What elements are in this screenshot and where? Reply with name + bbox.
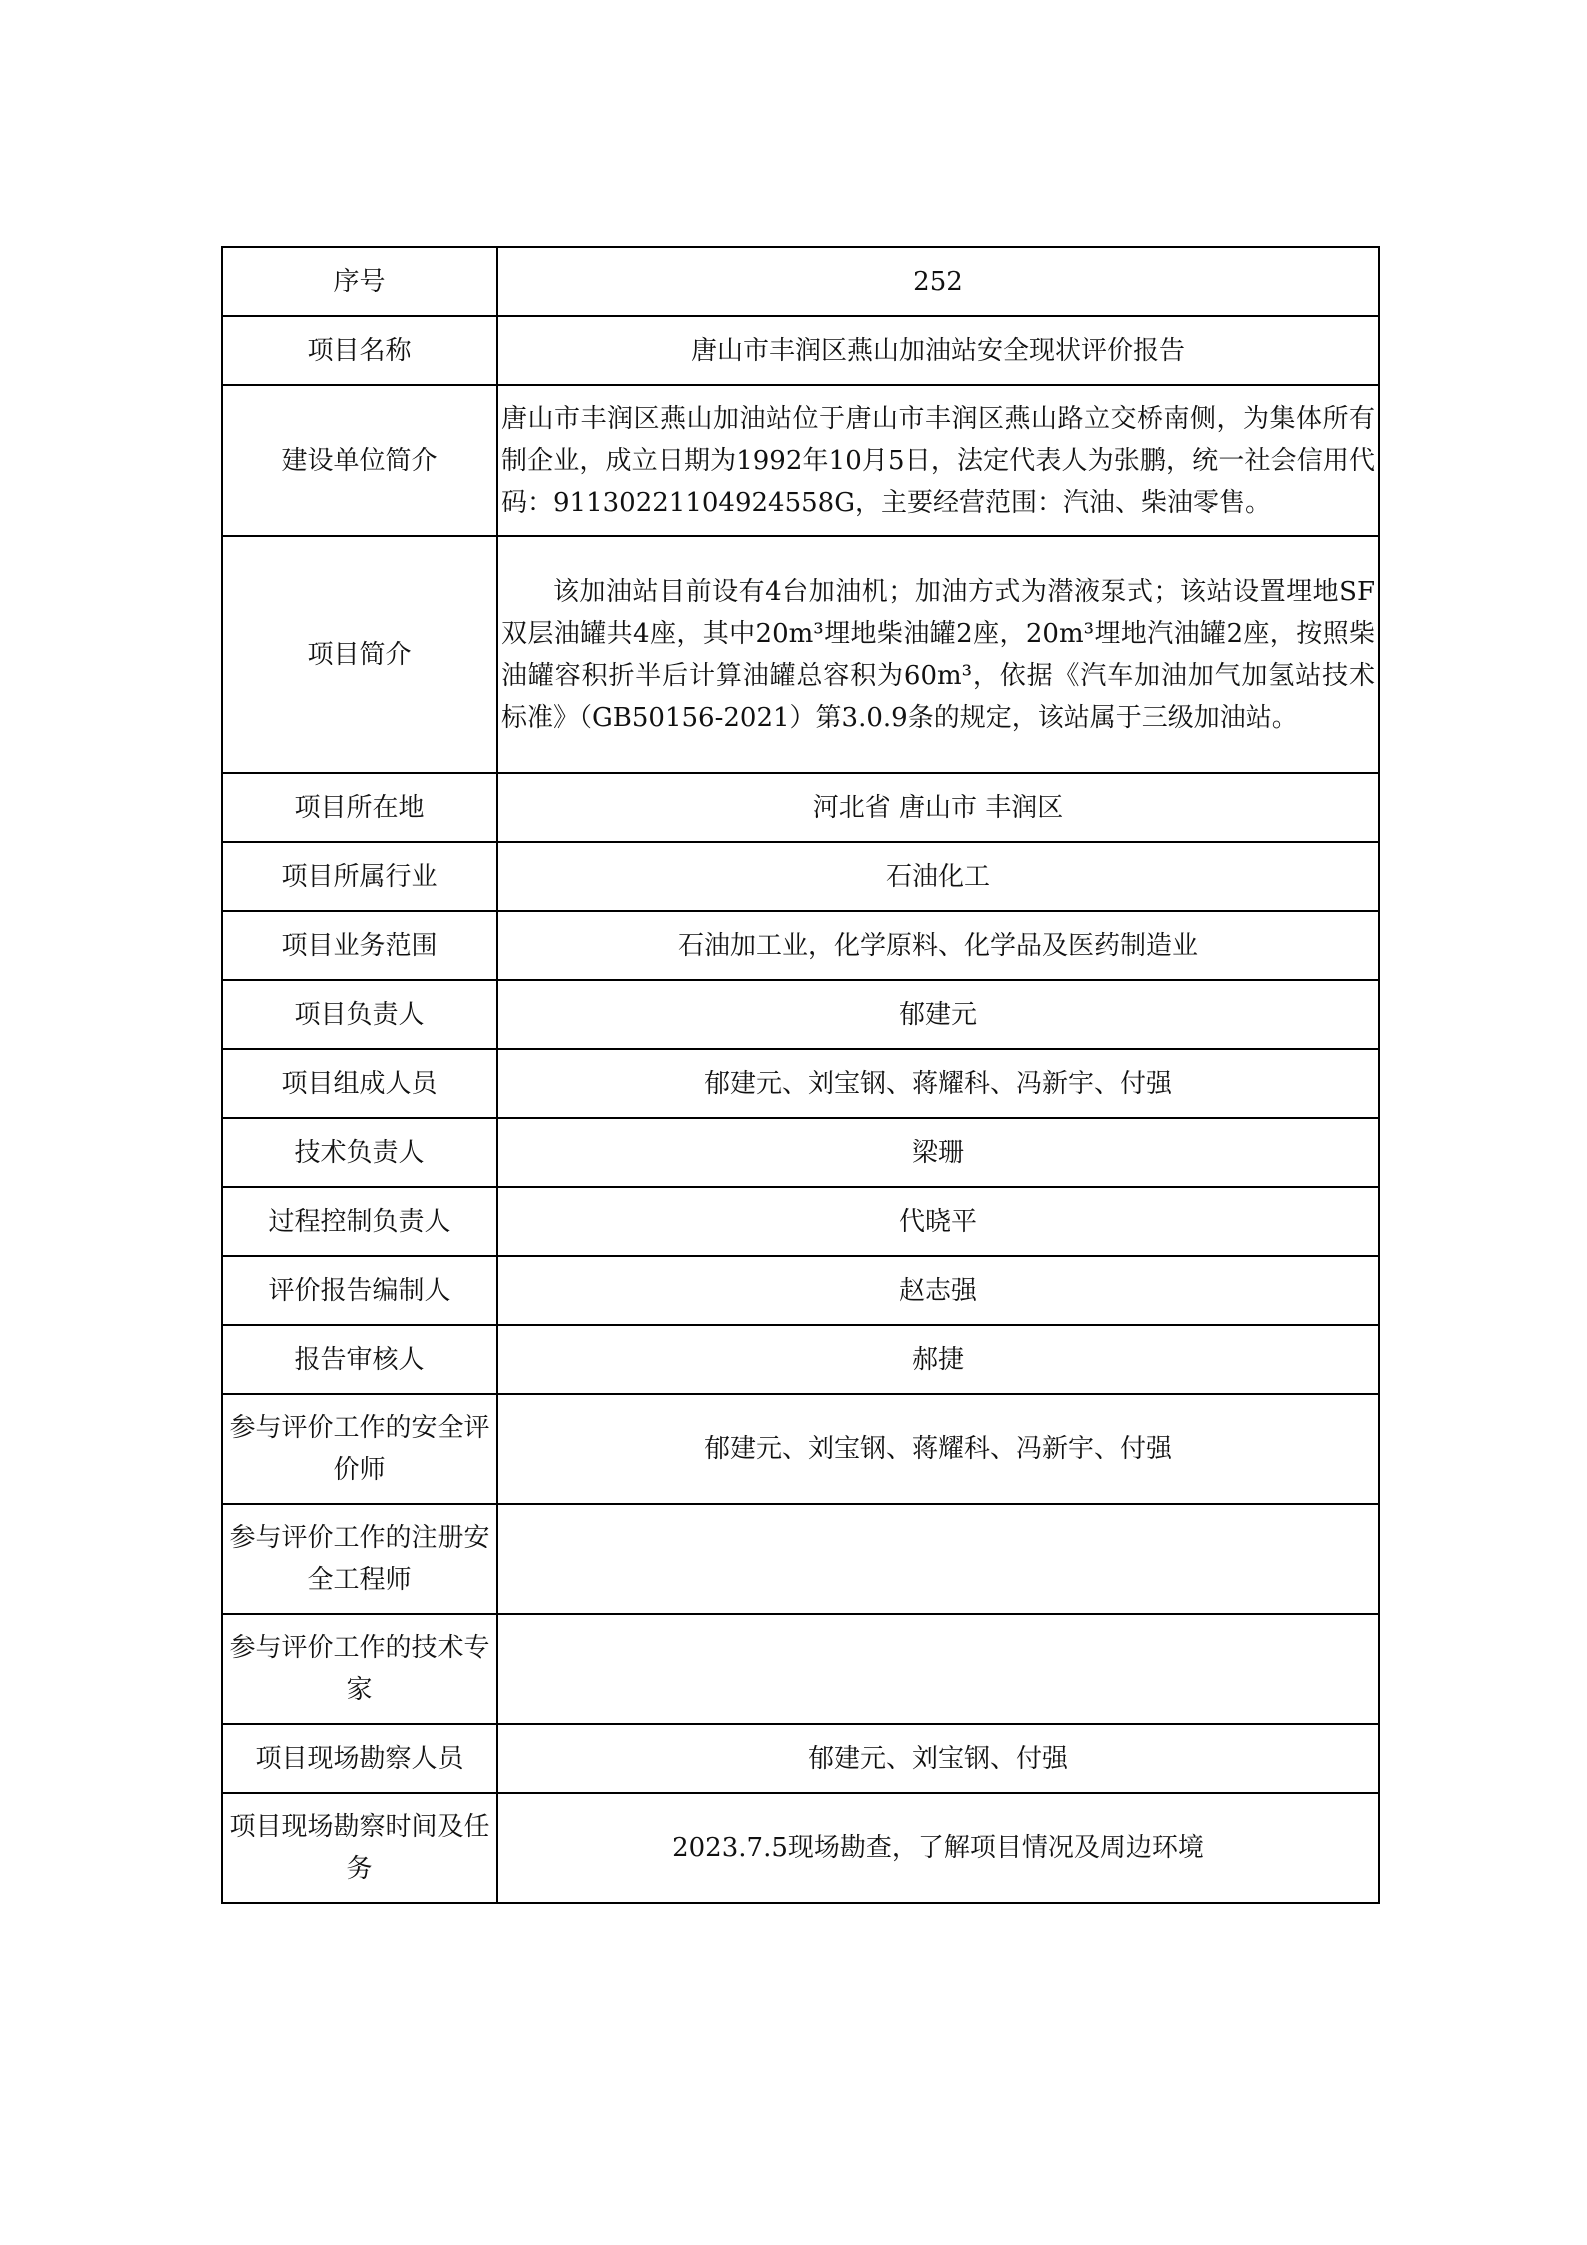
table-row: [222, 1724, 1379, 1793]
row-value-unit-intro: 唐山市丰润区燕山加油站位于唐山市丰润区燕山路立交桥南侧，为集体所有制企业，成立日期为1992年10月5日，法定代表人为张鹏，统一社会信用代码：91130221104924558G，主要经营范围：汽油、柴油零售。: [497, 385, 1379, 536]
row-value-site-survey-time-task: 2023.7.5现场勘查，了解项目情况及周边环境: [497, 1793, 1379, 1903]
row-label-project-name: 项目名称: [222, 316, 497, 385]
table-row: [222, 1394, 1379, 1504]
table-row: [222, 1325, 1379, 1394]
row-label-technical-lead: 技术负责人: [222, 1118, 497, 1187]
row-value-registered-engineers: [497, 1504, 1379, 1614]
row-value-site-survey-staff: 郁建元、刘宝钢、付强: [497, 1724, 1379, 1793]
row-label-registered-engineers: 参与评价工作的注册安全工程师: [222, 1504, 497, 1614]
row-value-process-control-lead: 代晓平: [497, 1187, 1379, 1256]
row-label-industry: 项目所属行业: [222, 842, 497, 911]
row-value-team-members: 郁建元、刘宝钢、蒋耀科、冯新宇、付强: [497, 1049, 1379, 1118]
row-value-technical-experts: [497, 1614, 1379, 1724]
row-value-project-lead: 郁建元: [497, 980, 1379, 1049]
row-value-report-reviewer: 郝捷: [497, 1325, 1379, 1394]
table-row: [222, 980, 1379, 1049]
row-value-project-intro: 该加油站目前设有4台加油机；加油方式为潜液泵式；该站设置埋地SF双层油罐共4座，其中20m³埋地柴油罐2座，20m³埋地汽油罐2座，按照柴油罐容积折半后计算油罐总容积为60m³，依据《汽车加油加气加氢站技术标准》（GB50156-2021）第3.0.9条的规定，该站属于三级加油站。: [501, 576, 1375, 733]
table-row: [222, 536, 1379, 773]
row-label-serial-number: 序号: [222, 247, 497, 316]
row-label-technical-experts: 参与评价工作的技术专家: [222, 1614, 497, 1724]
row-label-project-lead: 项目负责人: [222, 980, 497, 1049]
table-row: [222, 1187, 1379, 1256]
row-value-project-name: 唐山市丰润区燕山加油站安全现状评价报告: [497, 316, 1379, 385]
row-label-location: 项目所在地: [222, 773, 497, 842]
row-value-industry: 石油化工: [497, 842, 1379, 911]
row-value-serial-number: 252: [497, 247, 1379, 316]
project-info-table: [221, 246, 1380, 1904]
table-row: [222, 1504, 1379, 1614]
row-label-site-survey-staff: 项目现场勘察人员: [222, 1724, 497, 1793]
row-label-site-survey-time-task: 项目现场勘察时间及任务: [222, 1793, 497, 1903]
table-row: [222, 1614, 1379, 1724]
table-row: [222, 1118, 1379, 1187]
table-row: [222, 773, 1379, 842]
row-value-location: 河北省 唐山市 丰润区: [497, 773, 1379, 842]
row-label-team-members: 项目组成人员: [222, 1049, 497, 1118]
row-value-report-author: 赵志强: [497, 1256, 1379, 1325]
table-row: [222, 842, 1379, 911]
table-row: [222, 385, 1379, 536]
row-value-business-scope: 石油加工业，化学原料、化学品及医药制造业: [497, 911, 1379, 980]
table-row: [222, 1793, 1379, 1903]
row-value-technical-lead: 梁珊: [497, 1118, 1379, 1187]
row-label-business-scope: 项目业务范围: [222, 911, 497, 980]
row-label-unit-intro: 建设单位简介: [222, 385, 497, 536]
row-label-project-intro: 项目简介: [222, 536, 497, 773]
row-label-safety-assessors: 参与评价工作的安全评价师: [222, 1394, 497, 1504]
table-row: [222, 1049, 1379, 1118]
row-value-project-intro-cell: [497, 536, 1379, 773]
row-label-report-author: 评价报告编制人: [222, 1256, 497, 1325]
table-row: [222, 247, 1379, 316]
table-row: [222, 1256, 1379, 1325]
table-row: [222, 911, 1379, 980]
row-label-report-reviewer: 报告审核人: [222, 1325, 497, 1394]
row-value-safety-assessors: 郁建元、刘宝钢、蒋耀科、冯新宇、付强: [497, 1394, 1379, 1504]
row-label-process-control-lead: 过程控制负责人: [222, 1187, 497, 1256]
table-row: [222, 316, 1379, 385]
